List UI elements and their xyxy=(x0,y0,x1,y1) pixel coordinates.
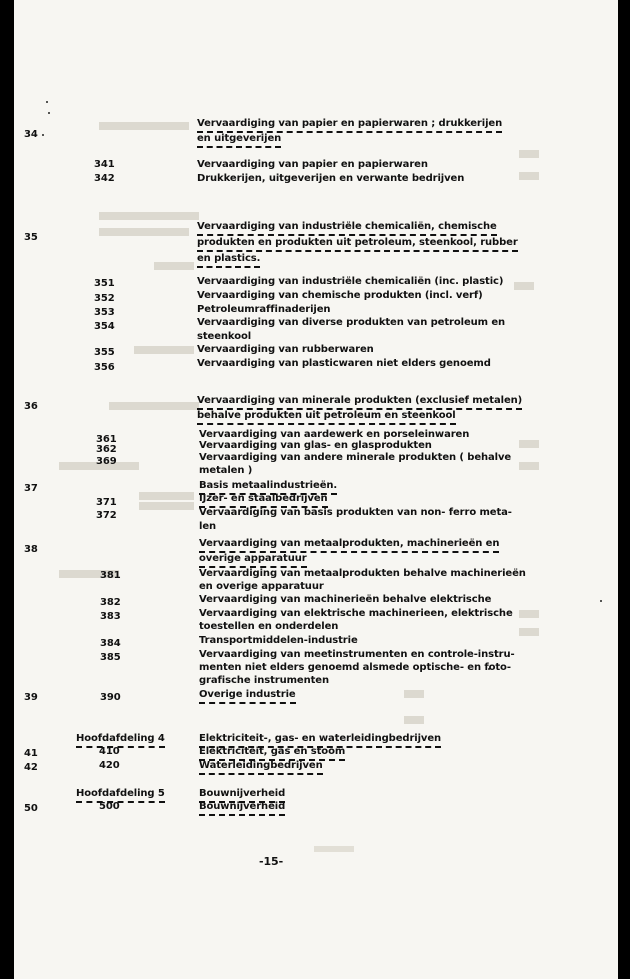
bleed-through-mark xyxy=(109,402,199,410)
item-title: Bouwnijverheid xyxy=(199,800,285,816)
speck xyxy=(600,600,602,602)
bleed-through-mark xyxy=(519,440,539,448)
item-code: 381 xyxy=(100,570,121,581)
item-title: Vervaardiging van meetinstrumenten en controle-instru- xyxy=(199,649,515,660)
section-title: Vervaardiging van metaalprodukten, machinerieën en xyxy=(199,537,499,553)
item-code: 355 xyxy=(94,347,115,358)
section-title: Basis metaalindustrieën. xyxy=(199,479,337,495)
item-code: 369 xyxy=(96,456,117,467)
section-title: produkten en produkten uit petroleum, steenkool, rubber xyxy=(197,236,518,252)
bleed-through-mark xyxy=(514,282,534,290)
item-code: 500 xyxy=(99,801,120,812)
item-code: 356 xyxy=(94,362,115,373)
division-title: Elektriciteit-, gas- en waterleidingbedrijven xyxy=(199,732,441,748)
item-title: menten niet elders genoemd alsmede optische- en foto- xyxy=(199,662,511,673)
speck xyxy=(48,112,50,114)
item-title: Transportmiddelen-industrie xyxy=(199,635,358,646)
item-title: len xyxy=(199,521,217,532)
item-title: Vervaardiging van aardewerk en porseleinwaren xyxy=(199,429,470,440)
item-title: steenkool xyxy=(197,331,252,342)
item-code: 420 xyxy=(99,760,120,771)
division-title: Bouwnijverheid xyxy=(199,787,285,803)
item-code: 354 xyxy=(94,321,115,332)
section-title: Overige industrie xyxy=(199,688,296,704)
section-code: 37 xyxy=(24,483,38,494)
bleed-through-mark xyxy=(519,610,539,618)
item-title: Vervaardiging van diverse produkten van petroleum en xyxy=(197,317,506,328)
section-title: en plastics. xyxy=(197,252,260,268)
item-title: Waterleidingbedrijven xyxy=(199,759,323,775)
item-code: 384 xyxy=(100,638,121,649)
document-page xyxy=(14,0,618,979)
bleed-through-mark xyxy=(139,492,194,500)
item-code: 372 xyxy=(96,510,117,521)
item-title: Vervaardiging van glas- en glasprodukten xyxy=(199,440,432,451)
item-title: Vervaardiging van basis produkten van non- ferro meta- xyxy=(199,507,512,518)
item-code: 371 xyxy=(96,497,117,508)
section-code: 34 xyxy=(24,129,38,140)
section-title: overige apparatuur xyxy=(199,552,307,568)
item-title: en overige apparatuur xyxy=(199,581,324,592)
item-code: 353 xyxy=(94,307,115,318)
item-title: IJzer- en staalbedrijven xyxy=(199,492,328,508)
item-code: 390 xyxy=(100,692,121,703)
bleed-through-mark xyxy=(404,716,424,724)
item-code: 410 xyxy=(99,746,120,757)
section-title: Vervaardiging van industriële chemicaliën, chemische xyxy=(197,220,497,236)
item-title: Vervaardiging van papier en papierwaren xyxy=(197,159,428,170)
section-title: en uitgeverijen xyxy=(197,132,281,148)
page-number: -15- xyxy=(259,855,284,868)
bleed-through-mark xyxy=(519,150,539,158)
item-code: 362 xyxy=(96,444,117,455)
item-code: 342 xyxy=(94,173,115,184)
division-label: Hoofdafdeling 4 xyxy=(76,732,165,748)
speck xyxy=(42,134,44,136)
division-label: Hoofdafdeling 5 xyxy=(76,787,165,803)
item-code: 352 xyxy=(94,293,115,304)
item-code: 351 xyxy=(94,278,115,289)
section-title: behalve produkten uit petroleum en steenkool xyxy=(197,409,456,425)
item-title: Vervaardiging van plasticwaren niet elders genoemd xyxy=(197,358,491,369)
speck xyxy=(46,101,48,103)
bleed-through-mark xyxy=(519,172,539,180)
item-code: 382 xyxy=(100,597,121,608)
item-title: Vervaardiging van rubberwaren xyxy=(197,344,374,355)
bleed-through-mark xyxy=(404,690,424,698)
section-title: Vervaardiging van papier en papierwaren ; drukkerijen xyxy=(197,117,502,133)
bleed-through-mark xyxy=(519,628,539,636)
item-title: Vervaardiging van chemische produkten (incl. verf) xyxy=(197,290,483,301)
section-code: 38 xyxy=(24,544,38,555)
bleed-through-mark xyxy=(99,228,189,236)
item-code: 361 xyxy=(96,434,117,445)
item-title: toestellen en onderdelen xyxy=(199,621,339,632)
bleed-through-mark xyxy=(519,462,539,470)
item-title: Vervaardiging van machinerieën behalve elektrische xyxy=(199,594,492,605)
section-title: Vervaardiging van minerale produkten (exclusief metalen) xyxy=(197,394,522,410)
bleed-through-mark xyxy=(99,212,199,220)
item-title: grafische instrumenten xyxy=(199,675,330,686)
bleed-through-mark xyxy=(139,502,194,510)
item-title: Vervaardiging van elektrische machinerieen, elektrische xyxy=(199,608,513,619)
item-title: Elektriciteit, gas en stoom xyxy=(199,745,345,761)
bleed-through-mark xyxy=(154,262,194,270)
item-title: Vervaardiging van andere minerale produkten ( behalve xyxy=(199,452,512,463)
item-title: Vervaardiging van industriële chemicaliën (inc. plastic) xyxy=(197,276,504,287)
section-code: 42 xyxy=(24,762,38,773)
bleed-through-mark xyxy=(134,346,194,354)
item-title: metalen ) xyxy=(199,465,253,476)
item-code: 341 xyxy=(94,159,115,170)
item-title: Drukkerijen, uitgeverijen en verwante bedrijven xyxy=(197,173,465,184)
section-code: 39 xyxy=(24,692,38,703)
bleed-through-mark xyxy=(314,846,354,852)
item-code: 385 xyxy=(100,652,121,663)
section-code: 35 xyxy=(24,232,38,243)
item-title: Vervaardiging van metaalprodukten behalve machinerieën xyxy=(199,568,526,579)
item-code: 383 xyxy=(100,611,121,622)
section-code: 50 xyxy=(24,803,38,814)
bleed-through-mark xyxy=(99,122,189,130)
section-code: 41 xyxy=(24,748,38,759)
section-code: 36 xyxy=(24,401,38,412)
item-title: Petroleumraffinaderijen xyxy=(197,304,331,315)
